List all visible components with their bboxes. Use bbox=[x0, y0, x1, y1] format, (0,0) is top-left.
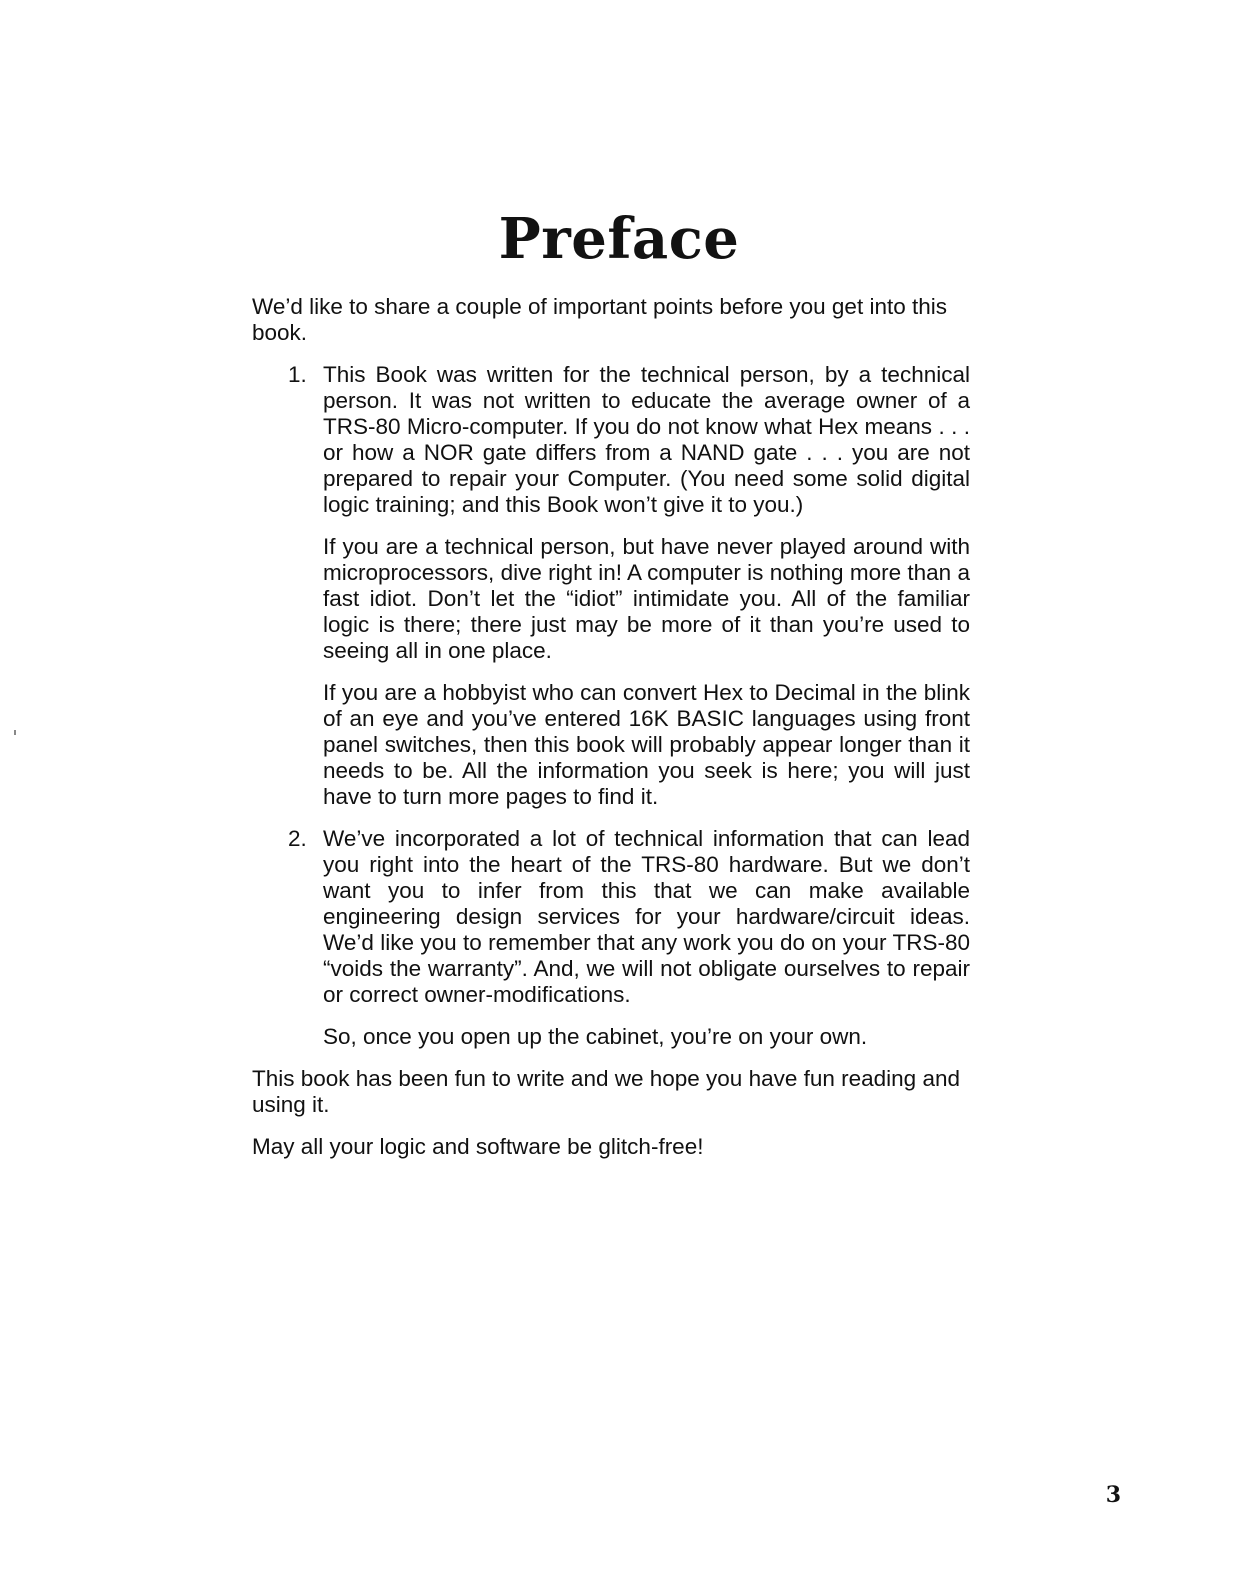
intro-paragraph: We’d like to share a couple of important points before you get into this book. bbox=[252, 294, 947, 345]
list-item-paragraph: If you are a technical person, but have never played around with microprocessors, dive right in! A computer is nothing more than a fast idiot. Don’t let the “idiot” intimidate you. All of the familiar logic is there; there just may be more of it than you’re used to seeing all in one place. bbox=[323, 534, 970, 663]
list-item-1 bbox=[252, 362, 970, 810]
list-item-paragraph: We’ve incorporated a lot of technical information that can lead you right into the heart of the TRS-80 hardware. But we don’t want you to infer from this that we can make available engineering design services for your hardware/circuit ideas. We’d like you to remember that any work you do on your TRS-80 “voids the warranty”. And, we will not obligate ourselves to repair or correct owner-modifications. bbox=[323, 826, 970, 1007]
list-item-number: 1. bbox=[288, 362, 307, 387]
list-item-number: 2. bbox=[288, 826, 307, 851]
list-item-paragraph: If you are a hobbyist who can convert Hex to Decimal in the blink of an eye and you’ve entered 16K BASIC languages using front panel switches, then this book will probably appear longer than it needs to be. All the information you seek is here; you will just have to turn more pages to find it. bbox=[323, 680, 970, 809]
page-title: Preface bbox=[498, 206, 740, 272]
list-item-paragraph: This Book was written for the technical person, by a technical person. It was not written to educate the average owner of a TRS-80 Micro-computer. If you do not know what Hex means . . . or how a NOR gate differs from a NAND gate . . . you are not prepared to repair your Computer. (You need some solid digital logic training; and this Book won’t give it to you.) bbox=[323, 362, 970, 517]
page-number: 3 bbox=[1105, 1482, 1121, 1508]
preface-body bbox=[252, 294, 970, 1160]
margin-mark bbox=[14, 730, 16, 735]
closing-paragraph: This book has been fun to write and we hope you have fun reading and using it. bbox=[252, 1066, 960, 1117]
list-item-2 bbox=[252, 826, 970, 1050]
signoff-line: May all your logic and software be glitch-free! bbox=[252, 1134, 704, 1159]
list-item-paragraph: So, once you open up the cabinet, you’re on your own. bbox=[323, 1024, 868, 1049]
